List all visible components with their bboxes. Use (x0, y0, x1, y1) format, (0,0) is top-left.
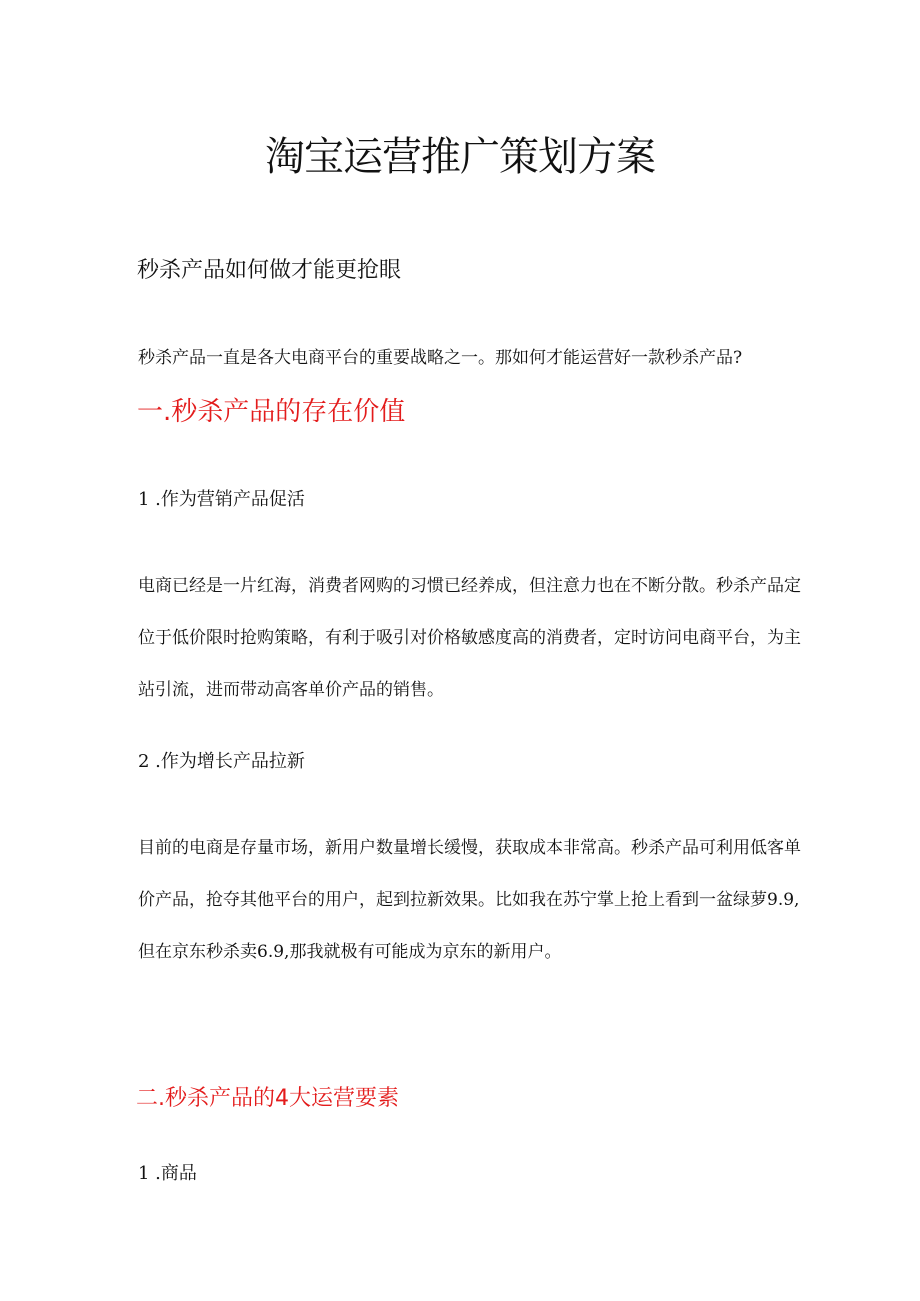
paragraph-line: 电商已经是一片红海，消费者网购的习惯已经养成，但注意力也在不断分散。秒杀产品定 (138, 576, 801, 596)
page-title: 淘宝运营推广策划方案 (265, 133, 655, 180)
article-subheading: 秒杀产品如何做才能更抢眼 (137, 258, 402, 283)
section1-item2-paragraph (138, 822, 866, 978)
paragraph-line: 位于低价限时抢购策略，有利于吸引对价格敏感度高的消费者，定时访问电商平台，为主 (138, 628, 801, 648)
paragraph-line: 目前的电商是存量市场，新用户数量增长缓慢，获取成本非常高。秒杀产品可利用低客单 (138, 838, 801, 858)
section1-item2-heading: 2 .作为增长产品拉新 (138, 751, 305, 772)
paragraph-line: 价产品，抢夺其他平台的用户，起到拉新效果。比如我在苏宁掌上抢上看到一盆绿萝9.9, (138, 890, 800, 910)
intro-paragraph: 秒杀产品一直是各大电商平台的重要战略之一。那如何才能运营好一款秒杀产品? (138, 348, 743, 368)
section1-item1-paragraph (138, 560, 866, 716)
section2-heading: 二.秒杀产品的4大运营要素 (136, 1086, 399, 1111)
section1-heading: 一.秒杀产品的存在价值 (137, 397, 406, 427)
paragraph-line: 站引流，进而带动高客单价产品的销售。 (138, 680, 444, 700)
paragraph-line: 但在京东秒杀卖6.9,那我就极有可能成为京东的新用户。 (138, 942, 562, 962)
section1-item1-heading: 1 .作为营销产品促活 (138, 489, 305, 510)
section2-item1-heading: 1 .商品 (138, 1163, 197, 1184)
